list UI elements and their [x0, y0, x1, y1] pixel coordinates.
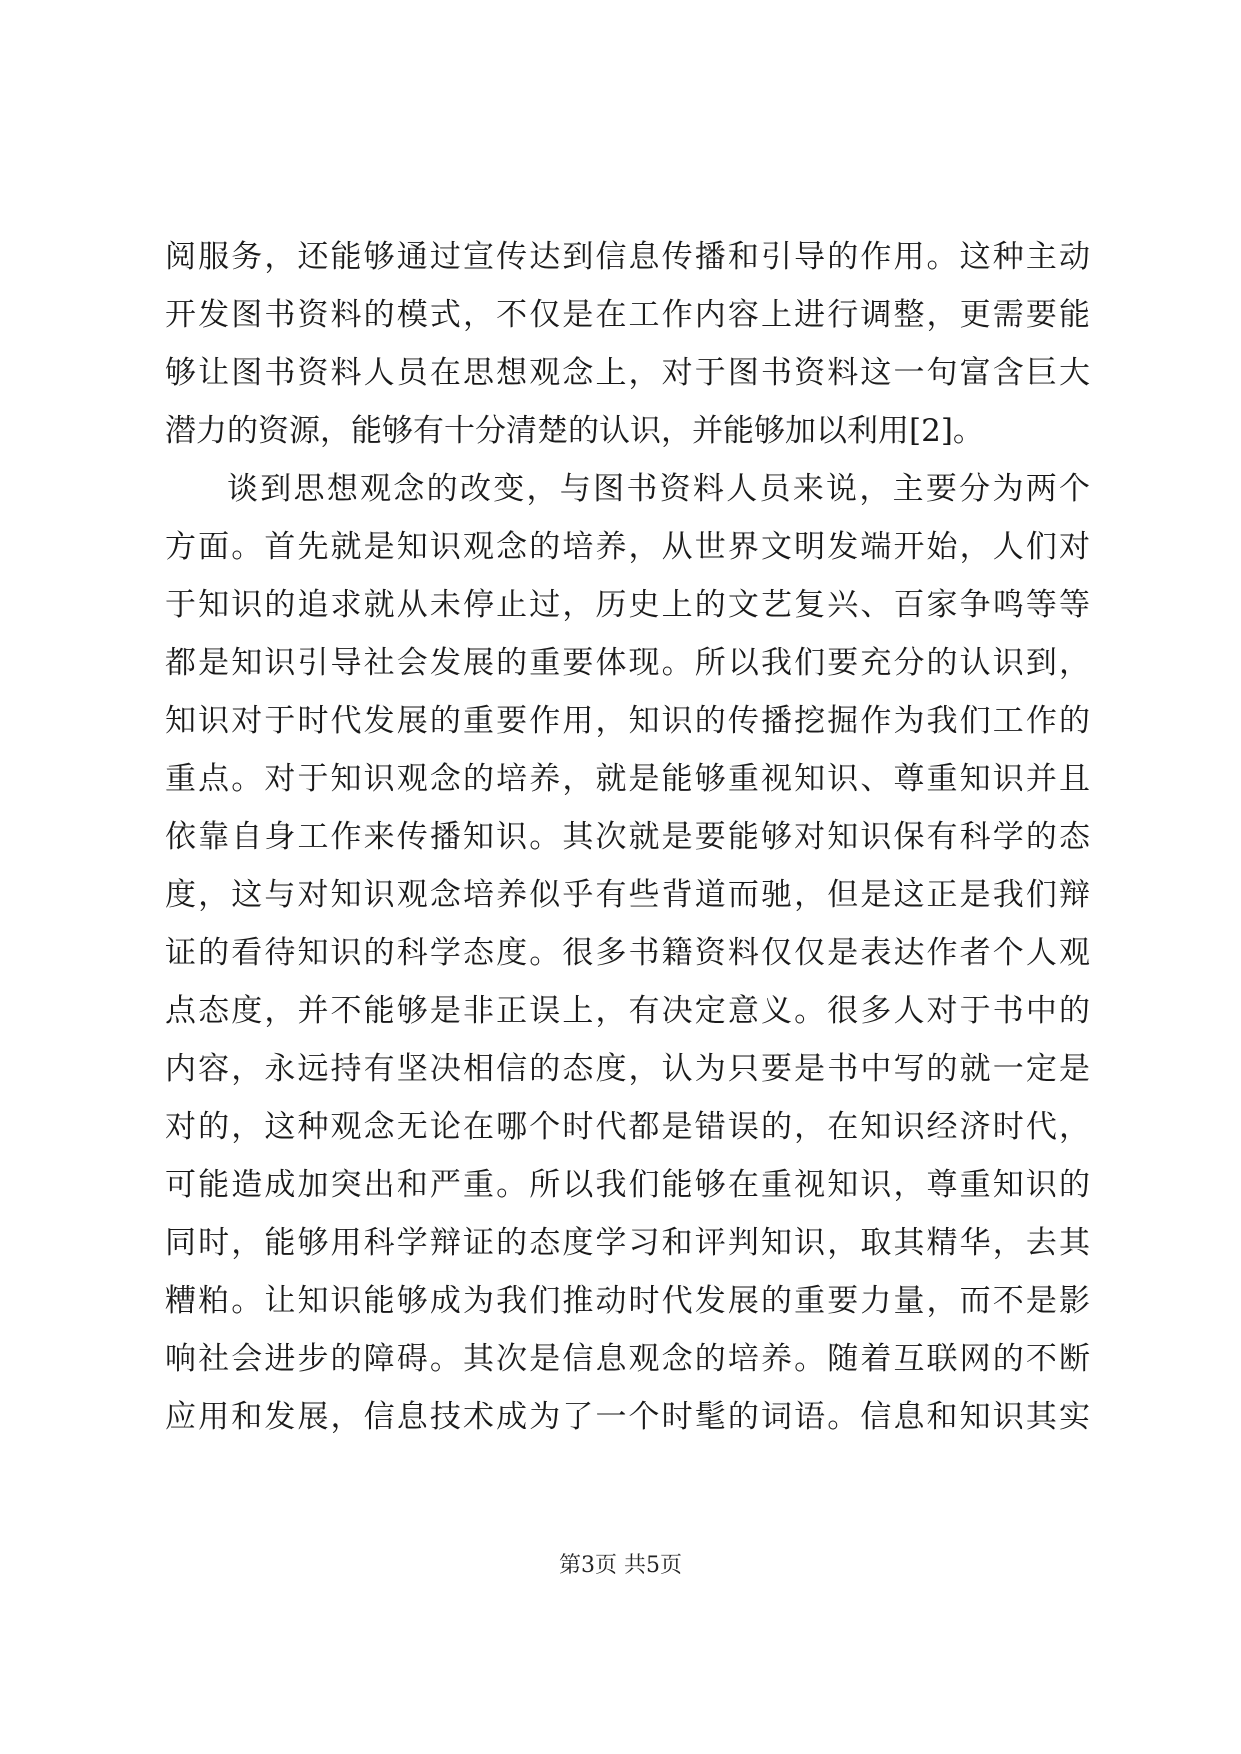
paragraph-line: 内容，永远持有坚决相信的态度，认为只要是书中写的就一定是 — [165, 1051, 1090, 1087]
paragraph-line: 开发图书资料的模式，不仅是在工作内容上进行调整，更需要能 — [165, 297, 1090, 333]
paragraph-line: 依靠自身工作来传播知识。其次就是要能够对知识保有科学的态 — [165, 819, 1090, 855]
paragraph-line: 谈到思想观念的改变，与图书资料人员来说，主要分为两个 — [227, 471, 1090, 507]
paragraph-line: 响社会进步的障碍。其次是信息观念的培养。随着互联网的不断 — [165, 1341, 1090, 1377]
paragraph-line: 证的看待知识的科学态度。很多书籍资料仅仅是表达作者个人观 — [165, 935, 1090, 971]
paragraph-line: 度，这与对知识观念培养似乎有些背道而驰，但是这正是我们辩 — [165, 877, 1090, 913]
paragraph-line: 可能造成加突出和严重。所以我们能够在重视知识，尊重知识的 — [165, 1167, 1090, 1203]
paragraph-line: 都是知识引导社会发展的重要体现。所以我们要充分的认识到， — [165, 645, 1090, 681]
paragraph-line: 点态度，并不能够是非正误上，有决定意义。很多人对于书中的 — [165, 993, 1090, 1029]
page-body — [165, 228, 1090, 1446]
paragraph-line: 阅服务，还能够通过宣传达到信息传播和引导的作用。这种主动 — [165, 239, 1090, 275]
paragraph-line: 对的，这种观念无论在哪个时代都是错误的，在知识经济时代， — [165, 1109, 1090, 1145]
paragraph-line: 够让图书资料人员在思想观念上，对于图书资料这一句富含巨大 — [165, 355, 1090, 391]
paragraph-line: 知识对于时代发展的重要作用，知识的传播挖掘作为我们工作的 — [165, 703, 1090, 739]
paragraph-line: 方面。首先就是知识观念的培养，从世界文明发端开始，人们对 — [165, 529, 1090, 565]
page-number-footer: 第3页 共5页 — [559, 1553, 682, 1578]
paragraph-line: 糟粕。让知识能够成为我们推动时代发展的重要力量，而不是影 — [165, 1283, 1090, 1319]
paragraph-1 — [165, 228, 1090, 460]
paragraph-line: 潜力的资源，能够有十分清楚的认识，并能够加以利用[2]。 — [165, 413, 984, 449]
paragraph-2 — [165, 460, 1090, 1446]
paragraph-line: 应用和发展，信息技术成为了一个时髦的词语。信息和知识其实 — [165, 1399, 1090, 1435]
paragraph-line: 重点。对于知识观念的培养，就是能够重视知识、尊重知识并且 — [165, 761, 1090, 797]
paragraph-line: 于知识的追求就从未停止过，历史上的文艺复兴、百家争鸣等等 — [165, 587, 1090, 623]
paragraph-line: 同时，能够用科学辩证的态度学习和评判知识，取其精华，去其 — [165, 1225, 1090, 1261]
